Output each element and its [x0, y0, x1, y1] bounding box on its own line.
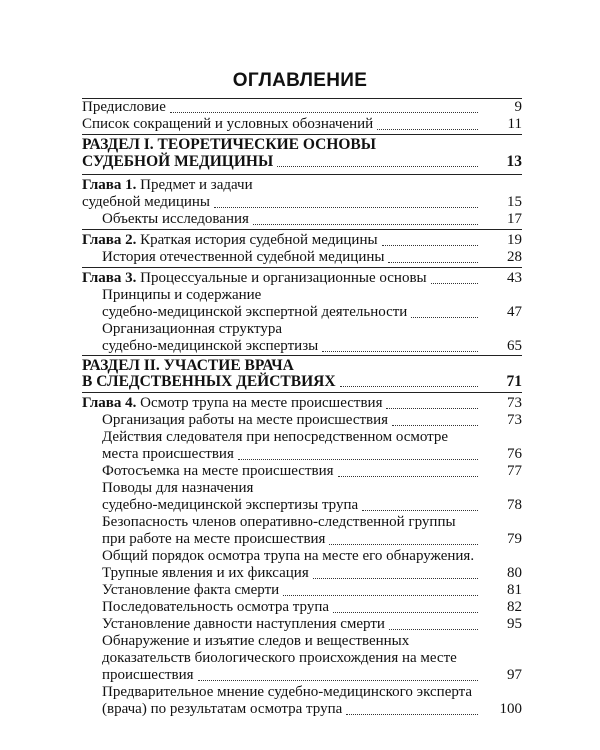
toc-page-number: 82	[507, 599, 522, 615]
toc-line-text: Установление давности наступления смерти	[102, 616, 385, 632]
toc-line-text: Поводы для назначения	[102, 480, 254, 496]
toc-line-text: Обнаружение и изъятие следов и вещественных	[102, 633, 410, 649]
toc-line-text: РАЗДЕЛ II. УЧАСТИЕ ВРАЧА	[82, 357, 294, 374]
leader-dots	[283, 581, 478, 596]
toc-line-text: Последовательность осмотра трупа	[102, 599, 330, 615]
toc-page-number: 73	[507, 395, 522, 411]
toc-line-text: места происшествия	[102, 446, 234, 462]
toc-subline	[102, 337, 522, 356]
toc-page-number: 9	[514, 99, 522, 115]
leader-dots	[329, 530, 478, 545]
leader-dots	[170, 98, 478, 113]
toc-page-number: 77	[507, 463, 522, 479]
toc-line-text: судебно-медицинской экспертизы	[102, 338, 319, 354]
toc-line	[82, 115, 522, 134]
toc-line-text: Осмотр трупа на месте происшествия	[140, 395, 383, 411]
leader-dots	[198, 666, 478, 681]
leader-dots	[382, 231, 478, 246]
toc-line-text: Предмет и задачи	[140, 177, 253, 193]
leader-dots	[333, 598, 478, 613]
chapter-label: Глава 2.	[82, 232, 137, 248]
toc-line-text: История отечественной судебной медицины	[102, 249, 385, 265]
toc-line-text: судебно-медицинской экспертной деятельности	[102, 304, 408, 320]
leader-dots	[431, 269, 478, 284]
toc-line-text: Трупные явления и их фиксация	[102, 565, 309, 581]
toc-page-number: 97	[507, 667, 522, 683]
toc-line-text: Краткая история судебной медицины	[140, 232, 378, 248]
toc-line-text: Действия следователя при непосредственном осмотре	[102, 429, 449, 445]
toc-line-text: происшествия	[102, 667, 194, 683]
toc-line-text: Объекты исследования	[102, 211, 249, 227]
leader-dots	[377, 115, 478, 130]
toc-line-text: Общий порядок осмотра трупа на месте его обнаружения.	[102, 548, 475, 564]
toc-page-number: 17	[507, 211, 522, 227]
chapter-label: Глава 1.	[82, 177, 137, 193]
page-title: ОГЛАВЛЕНИЕ	[232, 70, 368, 91]
toc-page-number: 13	[506, 153, 522, 170]
toc-line-text: Предварительное мнение судебно-медицинского эксперта	[102, 684, 473, 700]
toc-page-number: 11	[507, 116, 522, 132]
toc-line-text: Безопасность членов оперативно-следственной группы	[102, 514, 456, 530]
section-rule	[82, 174, 522, 175]
toc-line-text: судебно-медицинской экспертизы трупа	[102, 497, 359, 513]
leader-dots	[253, 210, 478, 225]
leader-dots	[214, 193, 478, 208]
toc-line-text: (врача) по результатам осмотра трупа	[102, 701, 343, 717]
leader-dots	[277, 152, 478, 167]
toc-page-number: 95	[507, 616, 522, 632]
chapter-label: Глава 3.	[82, 270, 137, 286]
toc-subline	[102, 210, 522, 229]
toc-subline	[102, 700, 522, 719]
toc-page-number: 15	[507, 194, 522, 210]
toc-line-text: РАЗДЕЛ I. ТЕОРЕТИЧЕСКИЕ ОСНОВЫ	[82, 136, 376, 153]
toc-line-text: доказательств биологического происхождения на месте	[102, 650, 457, 666]
section-rule	[82, 392, 522, 393]
leader-dots	[322, 337, 478, 352]
toc-page-number: 28	[507, 249, 522, 265]
leader-dots	[389, 615, 478, 630]
leader-dots	[338, 462, 478, 477]
toc-line-text: Предисловие	[82, 99, 166, 115]
toc-page-number: 78	[507, 497, 522, 513]
leader-dots	[388, 248, 478, 263]
toc-subline	[102, 248, 522, 267]
toc-line-text: судебной медицины	[82, 194, 211, 210]
toc-page-number: 100	[499, 701, 522, 717]
section-rule	[82, 267, 522, 268]
leader-dots	[392, 411, 478, 426]
toc-line-text: Список сокращений и условных обозначений	[82, 116, 374, 132]
leader-dots	[411, 303, 478, 318]
toc-page-number: 19	[507, 232, 522, 248]
toc-page-number: 81	[507, 582, 522, 598]
toc-line-text: Организационная структура	[102, 321, 282, 337]
toc-part-heading	[82, 152, 522, 171]
leader-dots	[238, 445, 478, 460]
toc-page-number: 47	[507, 304, 522, 320]
chapter-label: Глава 4.	[82, 395, 137, 411]
toc-line-text: СУДЕБНОЙ МЕДИЦИНЫ	[82, 153, 274, 170]
toc-page-number: 43	[507, 270, 522, 286]
toc-page-number: 76	[507, 446, 522, 462]
toc-line-text: Организация работы на месте происшествия	[102, 412, 389, 428]
leader-dots	[362, 496, 478, 511]
toc-page-number: 65	[507, 338, 522, 354]
leader-dots	[386, 394, 478, 409]
section-rule	[82, 229, 522, 230]
toc-line-text: Фотосъемка на месте происшествия	[102, 463, 334, 479]
toc-page-number: 71	[506, 373, 522, 390]
toc-page-number: 80	[507, 565, 522, 581]
toc-line-text: В СЛЕДСТВЕННЫХ ДЕЙСТВИЯХ	[82, 373, 336, 390]
toc-page-number: 73	[507, 412, 522, 428]
toc-line-text: Установление факта смерти	[102, 582, 280, 598]
toc-part-heading	[82, 372, 522, 391]
leader-dots	[340, 372, 478, 387]
leader-dots	[346, 700, 478, 715]
toc-line-text: Процессуальные и организационные основы	[140, 270, 427, 286]
toc-page-number: 79	[507, 531, 522, 547]
toc-line-text: Принципы и содержание	[102, 287, 262, 303]
toc-line-text: при работе на месте происшествия	[102, 531, 326, 547]
leader-dots	[313, 564, 478, 579]
